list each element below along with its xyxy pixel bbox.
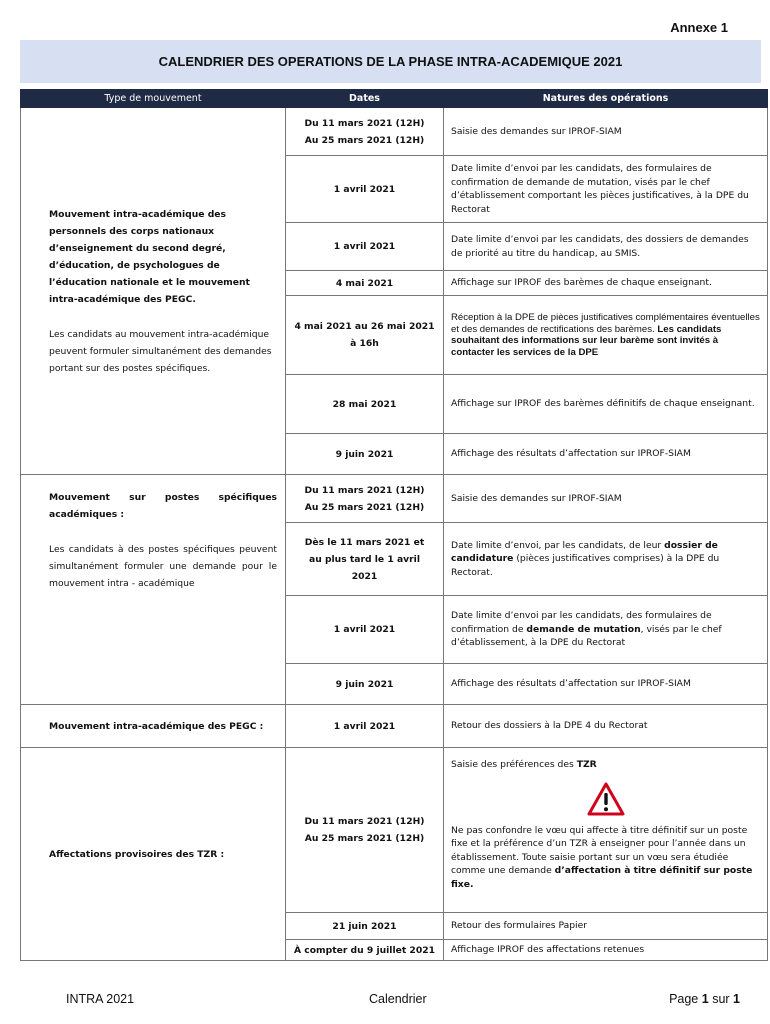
nature-cell: Retour des dossiers à la DPE 4 du Rectorat	[444, 705, 768, 748]
document-title: CALENDRIER DES OPERATIONS DE LA PHASE INTRA-ACADEMIQUE 2021	[20, 40, 761, 83]
type-note: Les candidats à des postes spécifiques peuvent simultanément formuler une demande pour le mouvement intra - académique	[49, 544, 277, 589]
nature-cell: Affichage des résultats d’affectation sur IPROF-SIAM	[444, 664, 768, 705]
nature-cell: Affichage des résultats d’affectation sur IPROF-SIAM	[444, 434, 768, 475]
date-cell: 21 juin 2021	[286, 913, 444, 940]
nature-cell: Affichage sur IPROF des barèmes de chaque enseignant.	[444, 271, 768, 296]
type-cell-specific	[21, 475, 286, 705]
header-type: Type de mouvement	[21, 90, 286, 108]
footer-page: Page 1 sur 1	[669, 992, 740, 1006]
type-title-line1: Mouvement sur postes spécifiques	[49, 492, 278, 503]
date-cell: Dès le 11 mars 2021 et au plus tard le 1 avril 2021	[286, 523, 444, 596]
nature-cell: Saisie des demandes sur IPROF-SIAM	[444, 108, 768, 156]
nature-cell: Date limite d’envoi par les candidats, des formulaires de confirmation de demande de mutation, visés par le chef d’établissement, à la DPE du Rectorat	[444, 596, 768, 664]
footer-center: Calendrier	[369, 992, 427, 1006]
nature-cell: Affichage IPROF des affectations retenues	[444, 940, 768, 961]
table-row	[21, 705, 768, 748]
header-dates: Dates	[286, 90, 444, 108]
date-cell: 1 avril 2021	[286, 705, 444, 748]
footer-left: INTRA 2021	[66, 992, 135, 1006]
date-cell: 9 juin 2021	[286, 664, 444, 705]
nature-cell: Retour des formulaires Papier	[444, 913, 768, 940]
header-natures: Natures des opérations	[444, 90, 768, 108]
nature-cell: Saisie des demandes sur IPROF-SIAM	[444, 475, 768, 523]
table-row	[21, 475, 768, 523]
table-row	[21, 748, 768, 913]
type-title-line2: académiques :	[49, 509, 125, 520]
nature-cell: Date limite d’envoi, par les candidats, de leur dossier de candidature (pièces justificatives comprises) à la DPE du Rectorat.	[444, 523, 768, 596]
date-cell: 28 mai 2021	[286, 375, 444, 434]
table-header-row	[21, 90, 768, 108]
date-cell: 1 avril 2021	[286, 596, 444, 664]
operations-table	[20, 89, 768, 961]
date-cell: 1 avril 2021	[286, 223, 444, 271]
nature-cell: Date limite d’envoi par les candidats, des formulaires de confirmation de demande de mutation, visés par le chef d’établissement comportant les pièces justificatives, à la DPE du Rectorat	[444, 156, 768, 223]
date-cell: 9 juin 2021	[286, 434, 444, 475]
table-row	[21, 108, 768, 156]
date-cell: 4 mai 2021 au 26 mai 2021 à 16h	[286, 296, 444, 375]
date-cell: Du 11 mars 2021 (12H) Au 25 mars 2021 (12H)	[286, 108, 444, 156]
type-cell-general	[21, 108, 286, 475]
date-cell: À compter du 9 juillet 2021	[286, 940, 444, 961]
type-note: Les candidats au mouvement intra-académique peuvent formuler simultanément des demandes portant sur des postes spécifiques.	[49, 328, 272, 374]
annexe-label: Annexe 1	[670, 20, 728, 35]
type-cell-tzr: Affectations provisoires des TZR :	[21, 748, 286, 961]
date-cell: 4 mai 2021	[286, 271, 444, 296]
nature-cell: Réception à la DPE de pièces justificatives complémentaires éventuelles et des demandes de rectifications des barèmes. Les candidats souhaitant des informations sur leur barème sont invités à contacter les services de la DPE	[444, 296, 768, 375]
type-title: Mouvement intra-académique des personnels des corps nationaux d’enseignement du second degré, d’éducation, de psychologues de l’éducation nationale et le mouvement intra-académique des PEGC.	[49, 208, 250, 305]
nature-cell: Affichage sur IPROF des barèmes définitifs de chaque enseignant.	[444, 375, 768, 434]
nature-cell: Date limite d’envoi par les candidats, des dossiers de demandes de priorité au titre du handicap, au SMIS.	[444, 223, 768, 271]
nature-cell: Saisie des préférences des TZR Ne pas confondre le vœu qui affecte à titre définitif sur un poste fixe et la préférence d’un TZR à enseigner pour l’année dans un établissement. Toute saisie portant sur un vœu sera étudiée comme une demande d’affectation à titre définitif sur poste fixe.	[444, 748, 768, 913]
date-cell: Du 11 mars 2021 (12H) Au 25 mars 2021 (12H)	[286, 475, 444, 523]
warning-icon	[587, 782, 625, 816]
date-cell: Du 11 mars 2021 (12H) Au 25 mars 2021 (12H)	[286, 748, 444, 913]
type-cell-pegc: Mouvement intra-académique des PEGC :	[21, 705, 286, 748]
date-cell: 1 avril 2021	[286, 156, 444, 223]
